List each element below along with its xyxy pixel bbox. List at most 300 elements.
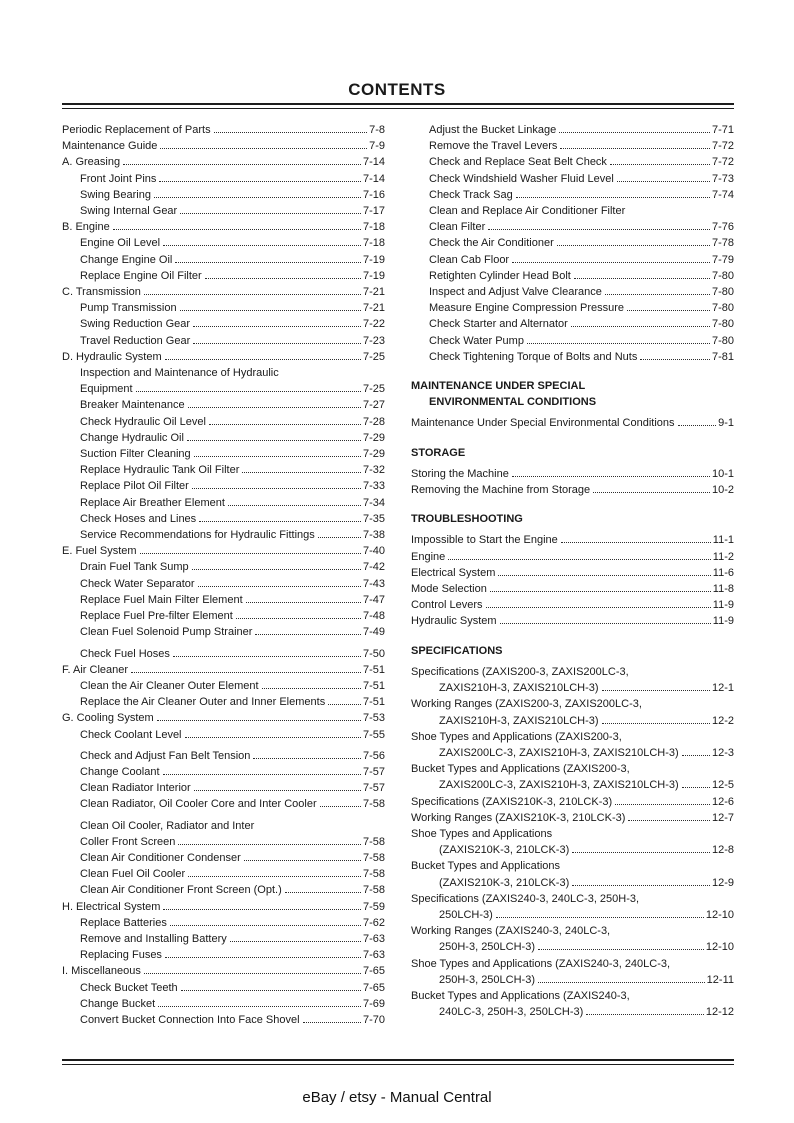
toc-entry-page: 11-9 bbox=[712, 599, 734, 612]
toc-entry-text: Equipment bbox=[80, 383, 133, 396]
toc-section-heading bbox=[411, 394, 734, 410]
toc-entry-text: Control Levers bbox=[411, 599, 483, 612]
toc-entry bbox=[411, 891, 734, 907]
toc-entry bbox=[411, 988, 734, 1004]
toc-entry-page: 7-72 bbox=[711, 140, 734, 153]
toc-entry-page: 7-19 bbox=[362, 269, 385, 282]
toc-entry bbox=[411, 316, 734, 332]
toc-entry-text: Specifications (ZAXIS210K-3, 210LCK-3) bbox=[411, 795, 613, 808]
dot-leader bbox=[571, 326, 710, 327]
dot-leader bbox=[561, 542, 711, 543]
toc-entry bbox=[411, 187, 734, 203]
toc-entry-text: Remove the Travel Levers bbox=[429, 140, 558, 153]
toc-entry bbox=[62, 365, 385, 381]
toc-entry-text: I. Miscellaneous bbox=[62, 965, 141, 978]
toc-entry bbox=[411, 875, 734, 891]
toc-entry-text: Working Ranges (ZAXIS240-3, 240LC-3, bbox=[411, 925, 611, 938]
toc-entry-text: Replace Air Breather Element bbox=[80, 496, 225, 509]
toc-entry-text: A. Greasing bbox=[62, 156, 121, 169]
dot-leader bbox=[512, 476, 710, 477]
toc-entry-page: 7-57 bbox=[362, 782, 385, 795]
toc-entry-text: Clean the Air Cleaner Outer Element bbox=[80, 679, 259, 692]
toc-entry bbox=[62, 850, 385, 866]
dot-leader bbox=[193, 343, 361, 344]
toc-entry bbox=[62, 203, 385, 219]
dot-leader bbox=[628, 820, 710, 821]
toc-entry-text: Hydraulic System bbox=[411, 615, 497, 628]
toc-entry-page: 11-9 bbox=[712, 615, 734, 628]
toc-entry bbox=[62, 624, 385, 640]
dot-leader bbox=[157, 720, 361, 721]
toc-entry bbox=[62, 349, 385, 365]
toc-entry bbox=[411, 122, 734, 138]
toc-entry bbox=[62, 678, 385, 694]
toc-entry-page: 11-1 bbox=[712, 534, 734, 547]
dot-leader bbox=[490, 591, 711, 592]
toc-entry-text: Check Hoses and Lines bbox=[80, 512, 197, 525]
toc-entry-page: 7-9 bbox=[369, 140, 385, 153]
toc-entry-text: Replace Fuel Pre-filter Element bbox=[80, 610, 233, 623]
toc-entry-text: Periodic Replacement of Parts bbox=[62, 124, 211, 136]
toc-entry-page: 12-6 bbox=[711, 795, 734, 808]
toc-entry bbox=[411, 907, 734, 923]
toc-entry-page: 7-62 bbox=[362, 916, 385, 929]
toc-entry-page: 7-57 bbox=[362, 765, 385, 778]
toc-entry bbox=[62, 187, 385, 203]
toc-entry bbox=[411, 333, 734, 349]
toc-entry-text: Coller Front Screen bbox=[80, 835, 176, 848]
toc-entry-text: Retighten Cylinder Head Bolt bbox=[429, 269, 571, 282]
toc-entry-text: Check Windshield Washer Fluid Level bbox=[429, 172, 614, 185]
toc-entry-text: Clean Fuel Oil Cooler bbox=[80, 868, 186, 881]
toc-entry-page: 11-8 bbox=[712, 583, 734, 596]
toc-entry bbox=[411, 300, 734, 316]
toc-entry bbox=[62, 527, 385, 543]
dot-leader bbox=[192, 569, 361, 570]
toc-entry bbox=[411, 842, 734, 858]
toc-entry-text: Change Coolant bbox=[80, 765, 160, 778]
toc-entry bbox=[411, 826, 734, 842]
toc-entry-page: 7-25 bbox=[362, 350, 385, 363]
toc-entry-page: 7-63 bbox=[362, 949, 385, 962]
dot-leader bbox=[246, 602, 361, 603]
dot-leader bbox=[500, 623, 711, 624]
toc-entry bbox=[411, 203, 734, 219]
dot-leader bbox=[158, 1006, 361, 1007]
toc-entry-page: 7-47 bbox=[362, 593, 385, 606]
toc-entry bbox=[62, 818, 385, 834]
toc-entry bbox=[62, 796, 385, 812]
dot-leader bbox=[230, 941, 361, 942]
dot-leader bbox=[154, 197, 361, 198]
toc-entry bbox=[411, 415, 734, 431]
toc-entry-text: G. Cooling System bbox=[62, 712, 154, 725]
toc-entry bbox=[62, 834, 385, 850]
toc-entry bbox=[411, 252, 734, 268]
dot-leader bbox=[185, 737, 361, 738]
toc-entry bbox=[62, 899, 385, 915]
toc-entry bbox=[411, 171, 734, 187]
toc-column-left bbox=[62, 122, 385, 1028]
toc-entry-text: Replace the Air Cleaner Outer and Inner Elements bbox=[80, 696, 326, 709]
toc-entry-text: (ZAXIS210K-3, 210LCK-3) bbox=[439, 844, 570, 857]
toc-entry-page: 7-14 bbox=[362, 172, 385, 185]
dot-leader bbox=[178, 844, 361, 845]
dot-leader bbox=[170, 925, 361, 926]
dot-leader bbox=[557, 245, 710, 246]
toc-entry-text: Engine bbox=[411, 550, 446, 563]
dot-leader bbox=[512, 262, 710, 263]
toc-entry-page: 11-2 bbox=[712, 550, 734, 563]
toc-entry-page: 10-1 bbox=[711, 467, 734, 480]
toc-entry bbox=[411, 138, 734, 154]
dot-leader bbox=[244, 860, 361, 861]
dot-leader bbox=[593, 492, 710, 493]
toc-entry bbox=[62, 608, 385, 624]
dot-leader bbox=[318, 537, 361, 538]
toc-entry-page: 12-12 bbox=[705, 1006, 734, 1019]
toc-entry-text: Change Hydraulic Oil bbox=[80, 431, 184, 444]
toc-entry bbox=[62, 748, 385, 764]
dot-leader bbox=[198, 586, 361, 587]
toc-entry bbox=[62, 866, 385, 882]
toc-entry-page: 12-9 bbox=[711, 876, 734, 889]
toc-entry bbox=[62, 576, 385, 592]
toc-entry-page: 7-73 bbox=[711, 172, 734, 185]
toc-entry-page: 7-78 bbox=[711, 237, 734, 250]
toc-entry bbox=[62, 543, 385, 559]
dot-leader bbox=[188, 876, 361, 877]
toc-entry-page: 7-81 bbox=[711, 350, 734, 363]
toc-entry bbox=[62, 710, 385, 726]
toc-entry-page: 7-80 bbox=[711, 269, 734, 282]
dot-leader bbox=[605, 294, 710, 295]
dot-leader bbox=[486, 607, 711, 608]
toc-entry-page: 7-74 bbox=[711, 188, 734, 201]
toc-entry bbox=[411, 613, 734, 629]
dot-leader bbox=[165, 957, 361, 958]
dot-leader bbox=[262, 688, 361, 689]
toc-entry-text: Inspect and Adjust Valve Clearance bbox=[429, 286, 602, 299]
toc-entry bbox=[411, 532, 734, 548]
toc-entry-page: 7-65 bbox=[362, 981, 385, 994]
toc-entry bbox=[62, 764, 385, 780]
toc-entry-page: 7-56 bbox=[362, 749, 385, 762]
toc-entry-text: Specifications (ZAXIS200-3, ZAXIS200LC-3, bbox=[411, 665, 629, 678]
toc-section-heading bbox=[411, 511, 734, 527]
toc-entry bbox=[62, 1012, 385, 1028]
toc-entry-page: 7-72 bbox=[711, 156, 734, 169]
dot-leader bbox=[214, 132, 368, 133]
toc-entry-page: 10-2 bbox=[711, 484, 734, 497]
toc-entry-page: 9-1 bbox=[718, 417, 734, 430]
dot-leader bbox=[113, 229, 361, 230]
toc-entry bbox=[411, 956, 734, 972]
toc-entry-page: 12-1 bbox=[711, 682, 734, 695]
dot-leader bbox=[163, 774, 361, 775]
dot-leader bbox=[574, 278, 710, 279]
toc-entry-text: Check Starter and Alternator bbox=[429, 318, 568, 331]
toc-entry-text: Clean Radiator Interior bbox=[80, 782, 191, 795]
toc-entry-page: 7-14 bbox=[362, 156, 385, 169]
toc-entry-text: Breaker Maintenance bbox=[80, 399, 185, 412]
toc-entry-page: 7-58 bbox=[362, 884, 385, 897]
toc-entry-page: 7-34 bbox=[362, 496, 385, 509]
dot-leader bbox=[144, 294, 361, 295]
toc-entry-page: 7-23 bbox=[362, 334, 385, 347]
toc-entry-page: 7-70 bbox=[362, 1013, 385, 1026]
toc-entry-text: Bucket Types and Applications (ZAXIS200-3, bbox=[411, 763, 630, 776]
toc-entry-text: Replace Fuel Main Filter Element bbox=[80, 593, 243, 606]
toc-entry bbox=[411, 466, 734, 482]
toc-entry bbox=[62, 171, 385, 187]
toc-entry bbox=[62, 511, 385, 527]
toc-entry-page: 7-8 bbox=[369, 124, 385, 136]
footer-text: eBay / etsy - Manual Central bbox=[302, 1089, 492, 1106]
toc-entry bbox=[62, 882, 385, 898]
dot-leader bbox=[448, 559, 711, 560]
toc-entry-text: Replace Hydraulic Tank Oil Filter bbox=[80, 464, 240, 477]
dot-leader bbox=[205, 278, 361, 279]
toc-entry-page: 7-80 bbox=[711, 302, 734, 315]
dot-leader bbox=[192, 488, 361, 489]
toc-entry-text: Bucket Types and Applications (ZAXIS240-3, bbox=[411, 989, 630, 1002]
toc-columns bbox=[62, 122, 734, 1028]
toc-entry-text: H. Electrical System bbox=[62, 900, 161, 913]
dot-leader bbox=[180, 310, 361, 311]
toc-entry-text: Pump Transmission bbox=[80, 302, 177, 315]
toc-entry-text: Front Joint Pins bbox=[80, 172, 157, 185]
toc-entry-page: 7-18 bbox=[362, 237, 385, 250]
toc-entry-page: 7-58 bbox=[362, 835, 385, 848]
toc-entry bbox=[411, 713, 734, 729]
toc-entry bbox=[62, 446, 385, 462]
toc-entry bbox=[411, 581, 734, 597]
dot-leader bbox=[131, 672, 361, 673]
toc-entry-page: 7-51 bbox=[362, 663, 385, 676]
dot-leader bbox=[242, 472, 361, 473]
toc-entry bbox=[62, 478, 385, 494]
toc-entry-text: Clean Fuel Solenoid Pump Strainer bbox=[80, 626, 253, 639]
toc-entry-page: 7-58 bbox=[362, 798, 385, 811]
dot-leader bbox=[180, 213, 361, 214]
toc-entry-page: 12-2 bbox=[711, 714, 734, 727]
toc-entry bbox=[411, 923, 734, 939]
dot-leader bbox=[123, 164, 361, 165]
toc-entry-page: 12-11 bbox=[706, 973, 734, 986]
toc-entry bbox=[62, 333, 385, 349]
toc-entry bbox=[62, 931, 385, 947]
toc-entry-page: 7-69 bbox=[362, 997, 385, 1010]
toc-entry-text: Working Ranges (ZAXIS200-3, ZAXIS200LC-3, bbox=[411, 698, 642, 711]
toc-entry bbox=[62, 138, 385, 154]
dot-leader bbox=[188, 407, 361, 408]
dot-leader bbox=[285, 892, 361, 893]
toc-entry-page: 7-42 bbox=[362, 561, 385, 574]
toc-entry-text: Mode Selection bbox=[411, 583, 487, 596]
toc-entry-page: 7-22 bbox=[362, 318, 385, 331]
toc-entry-text: 250H-3, 250LCH-3) bbox=[439, 941, 535, 954]
toc-entry bbox=[62, 381, 385, 397]
toc-entry bbox=[62, 430, 385, 446]
dot-leader bbox=[144, 973, 361, 974]
toc-entry-text: Shoe Types and Applications (ZAXIS200-3, bbox=[411, 730, 622, 743]
toc-entry-text: Check Bucket Teeth bbox=[80, 981, 178, 994]
dot-leader bbox=[255, 634, 361, 635]
toc-entry bbox=[411, 154, 734, 170]
dot-leader bbox=[165, 359, 361, 360]
toc-entry-text: SPECIFICATIONS bbox=[411, 644, 503, 657]
toc-entry bbox=[411, 284, 734, 300]
dot-leader bbox=[163, 909, 361, 910]
toc-entry-text: Specifications (ZAXIS240-3, 240LC-3, 250H-3, bbox=[411, 892, 640, 905]
toc-entry-text: Replace Pilot Oil Filter bbox=[80, 480, 189, 493]
toc-entry bbox=[62, 495, 385, 511]
dot-leader bbox=[682, 787, 710, 788]
toc-entry-text: Check Fuel Hoses bbox=[80, 647, 170, 660]
toc-entry-page: 7-51 bbox=[362, 696, 385, 709]
toc-entry-text: ZAXIS210H-3, ZAXIS210LCH-3) bbox=[439, 714, 599, 727]
toc-entry bbox=[411, 1004, 734, 1020]
toc-entry-page: 7-35 bbox=[362, 512, 385, 525]
dot-leader bbox=[209, 424, 361, 425]
toc-entry-page: 7-17 bbox=[362, 205, 385, 218]
toc-entry-page: 7-38 bbox=[362, 529, 385, 542]
toc-entry-text: Check Coolant Level bbox=[80, 728, 182, 741]
toc-entry-page: 7-80 bbox=[711, 334, 734, 347]
toc-entry-text: Swing Bearing bbox=[80, 188, 151, 201]
toc-entry-text: Check Track Sag bbox=[429, 188, 513, 201]
dot-leader bbox=[682, 755, 710, 756]
dot-leader bbox=[496, 917, 704, 918]
dot-leader bbox=[615, 804, 710, 805]
toc-entry-text: STORAGE bbox=[411, 446, 466, 459]
toc-section-heading bbox=[411, 445, 734, 461]
toc-entry-text: Impossible to Start the Engine bbox=[411, 534, 558, 547]
dot-leader bbox=[640, 359, 710, 360]
toc-entry-text: 250H-3, 250LCH-3) bbox=[439, 973, 535, 986]
toc-entry-text: Clean and Replace Air Conditioner Filter bbox=[429, 205, 626, 218]
toc-entry-text: Maintenance Under Special Environmental Conditions bbox=[411, 417, 675, 430]
toc-entry bbox=[411, 565, 734, 581]
toc-entry-text: Shoe Types and Applications bbox=[411, 827, 553, 840]
toc-entry-page: 7-51 bbox=[362, 679, 385, 692]
dot-leader bbox=[194, 790, 361, 791]
toc-entry-page: 7-43 bbox=[362, 577, 385, 590]
toc-entry bbox=[62, 284, 385, 300]
toc-entry-page: 7-21 bbox=[362, 302, 385, 315]
toc-entry bbox=[62, 980, 385, 996]
toc-entry bbox=[62, 694, 385, 710]
toc-entry-text: Check Tightening Torque of Bolts and Nuts bbox=[429, 350, 638, 363]
toc-entry bbox=[62, 122, 385, 138]
toc-entry-page: 7-21 bbox=[362, 286, 385, 299]
toc-column-right bbox=[411, 122, 734, 1028]
toc-entry-text: ZAXIS200LC-3, ZAXIS210H-3, ZAXIS210LCH-3) bbox=[439, 746, 679, 759]
toc-entry-text: B. Engine bbox=[62, 221, 110, 234]
toc-entry-text: Check and Adjust Fan Belt Tension bbox=[80, 749, 251, 762]
toc-entry-text: Replace Batteries bbox=[80, 916, 167, 929]
dot-leader bbox=[538, 982, 705, 983]
dot-leader bbox=[159, 181, 361, 182]
bottom-double-rule bbox=[62, 1059, 734, 1065]
toc-entry bbox=[62, 947, 385, 963]
toc-entry-page: 7-32 bbox=[362, 464, 385, 477]
toc-entry bbox=[411, 219, 734, 235]
toc-entry-text: ZAXIS210H-3, ZAXIS210LCH-3) bbox=[439, 682, 599, 695]
toc-entry bbox=[411, 729, 734, 745]
dot-leader bbox=[516, 197, 710, 198]
dot-leader bbox=[199, 521, 361, 522]
toc-entry-page: 7-28 bbox=[362, 415, 385, 428]
toc-entry-text: F. Air Cleaner bbox=[62, 663, 129, 676]
toc-entry bbox=[62, 316, 385, 332]
toc-entry-page: 7-16 bbox=[362, 188, 385, 201]
toc-entry-text: Removing the Machine from Storage bbox=[411, 484, 591, 497]
toc-entry-text: Service Recommendations for Hydraulic Fittings bbox=[80, 529, 315, 542]
toc-entry-page: 7-71 bbox=[711, 124, 734, 136]
toc-entry-page: 7-50 bbox=[362, 647, 385, 660]
toc-entry-text: (ZAXIS210K-3, 210LCK-3) bbox=[439, 876, 570, 889]
toc-entry-text: MAINTENANCE UNDER SPECIAL bbox=[411, 380, 586, 393]
toc-entry bbox=[411, 794, 734, 810]
toc-entry bbox=[62, 780, 385, 796]
toc-entry-page: 7-53 bbox=[362, 712, 385, 725]
toc-entry-text: 240LC-3, 250H-3, 250LCH-3) bbox=[439, 1006, 584, 1019]
toc-entry-text: Engine Oil Level bbox=[80, 237, 161, 250]
dot-leader bbox=[181, 990, 361, 991]
dot-leader bbox=[586, 1014, 704, 1015]
toc-entry-page: 11-6 bbox=[712, 566, 734, 579]
dot-leader bbox=[193, 326, 361, 327]
toc-entry-text: Check Water Pump bbox=[429, 334, 524, 347]
toc-entry-text: 250LCH-3) bbox=[439, 908, 493, 921]
toc-entry-text: Check the Air Conditioner bbox=[429, 237, 554, 250]
toc-entry-text: Clean Filter bbox=[429, 221, 486, 234]
toc-entry bbox=[411, 680, 734, 696]
toc-entry-text: Electrical System bbox=[411, 566, 496, 579]
toc-entry bbox=[62, 559, 385, 575]
toc-entry-page: 7-65 bbox=[362, 965, 385, 978]
toc-entry-page: 7-49 bbox=[362, 626, 385, 639]
toc-entry-page: 7-29 bbox=[362, 448, 385, 461]
toc-entry-text: Clean Radiator, Oil Cooler Core and Inter Cooler bbox=[80, 798, 317, 811]
toc-entry-text: Clean Oil Cooler, Radiator and Inter bbox=[80, 819, 255, 832]
toc-entry bbox=[62, 592, 385, 608]
toc-entry bbox=[411, 939, 734, 955]
toc-entry-text: Working Ranges (ZAXIS210K-3, 210LCK-3) bbox=[411, 811, 626, 824]
toc-entry bbox=[62, 300, 385, 316]
toc-entry bbox=[411, 349, 734, 365]
toc-entry-page: 7-29 bbox=[362, 431, 385, 444]
toc-entry-text: Replacing Fuses bbox=[80, 949, 162, 962]
toc-entry bbox=[411, 549, 734, 565]
dot-leader bbox=[572, 885, 710, 886]
toc-entry-text: Clean Cab Floor bbox=[429, 253, 510, 266]
toc-entry-page: 7-63 bbox=[362, 932, 385, 945]
toc-entry-text: Storing the Machine bbox=[411, 467, 509, 480]
toc-entry-text: Bucket Types and Applications bbox=[411, 860, 561, 873]
toc-entry-text: Shoe Types and Applications (ZAXIS240-3, 240LC-3, bbox=[411, 957, 671, 970]
toc-entry-page: 7-58 bbox=[362, 868, 385, 881]
toc-entry-text: Check Water Separator bbox=[80, 577, 195, 590]
toc-entry-page: 12-3 bbox=[711, 746, 734, 759]
toc-entry bbox=[62, 727, 385, 743]
toc-entry bbox=[411, 696, 734, 712]
toc-entry-page: 7-19 bbox=[362, 253, 385, 266]
dot-leader bbox=[303, 1022, 361, 1023]
dot-leader bbox=[527, 343, 710, 344]
